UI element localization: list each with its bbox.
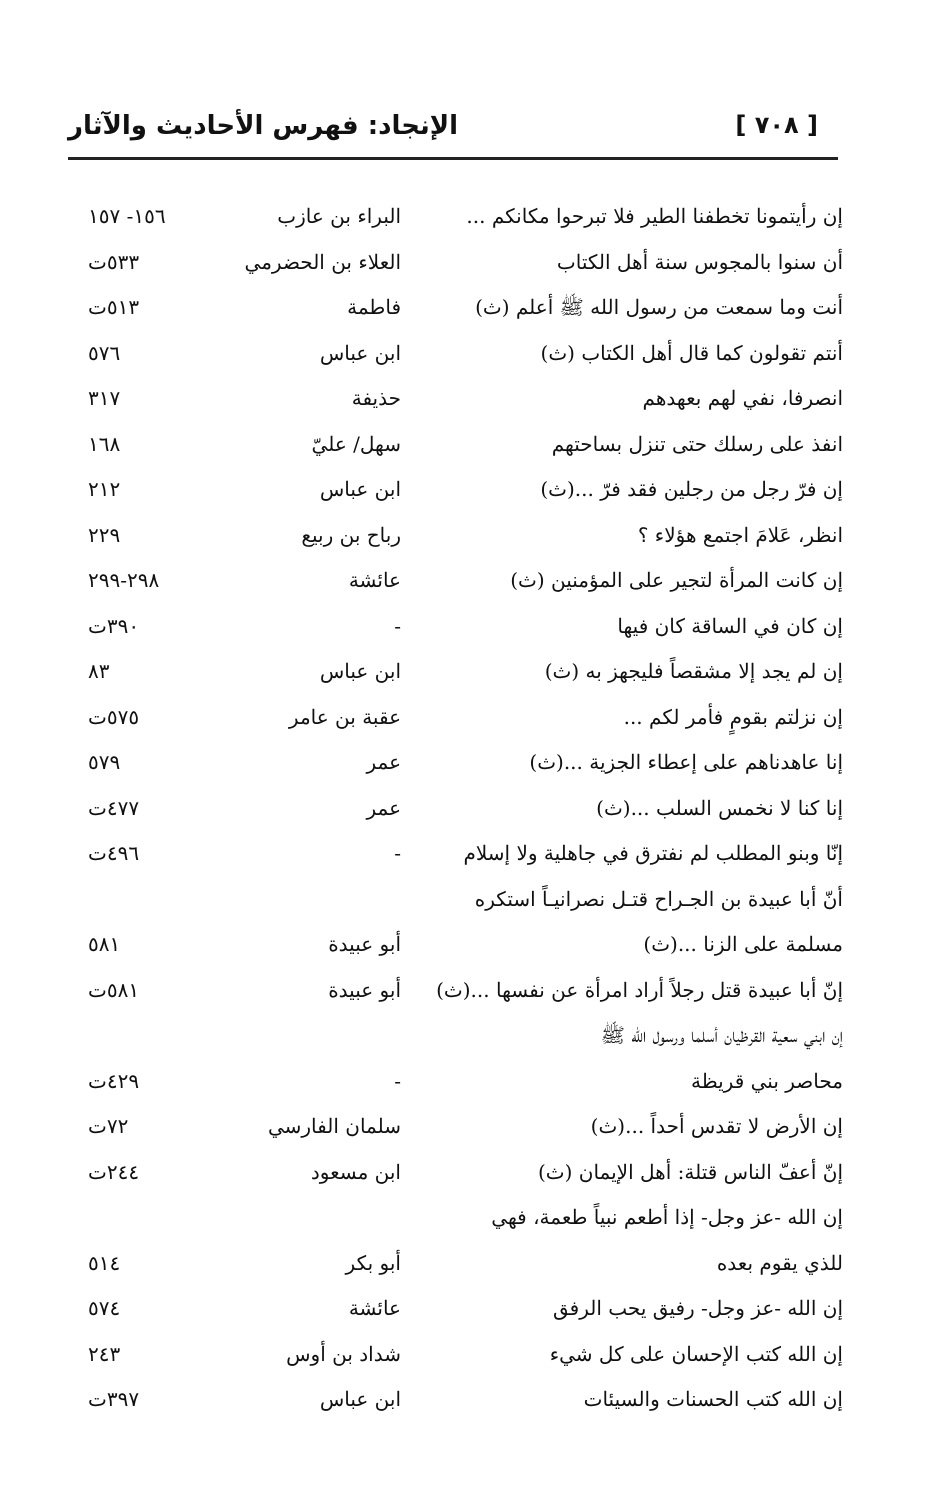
hadith-text: إن الله كتب الإحسان على كل شيء (549, 1341, 843, 1366)
index-row (68, 194, 843, 240)
hadith-text: إن ابني سعية القرظيان أسلما ورسول الله ﷺ (600, 1023, 843, 1047)
index-row (68, 240, 843, 286)
narrator: - (394, 613, 401, 638)
page-ref: ٣٩٧ت (88, 1387, 140, 1411)
page-ref: ١٦٨ (88, 431, 121, 456)
hadith-text: إن فرّ رجل من رجلين فقد فرّ ...(ث) (540, 477, 843, 501)
index-row (68, 831, 843, 877)
index-row (68, 422, 843, 468)
narrator: أبو عبيدة (328, 932, 401, 956)
narrator: أبو عبيدة (328, 977, 401, 1002)
page-ref: ٥٨١ (88, 932, 121, 956)
narrator: عائشة (348, 568, 401, 592)
hadith-text: أنتم تقولون كما قال أهل الكتاب (ث) (540, 340, 843, 365)
hadith-text: انصرفا، نفي لهم بعهدهم (642, 386, 843, 410)
hadith-text: مسلمة على الزنا ...(ث) (643, 932, 843, 956)
page-ref: ٢٩٨-٢٩٩ (88, 568, 160, 592)
hadith-text: إن نزلتم بقومٍ فأمر لكم ... (623, 704, 843, 729)
index-row (68, 877, 843, 923)
hadith-text: إنّ أبا عبيدة قتل رجلاً أراد امرأة عن نفسها ...(ث) (436, 977, 843, 1002)
hadith-text: إن الأرض لا تقدس أحداً ...(ث) (590, 1114, 843, 1138)
narrator: عمر (366, 750, 401, 774)
narrator: شداد بن أوس (286, 1341, 401, 1366)
hadith-text: أنّ أبا عبيدة بن الجـراح قتـل نصرانيـاً استكره (474, 886, 843, 911)
hadith-text: إن كان في الساقة كان فيها (617, 613, 843, 638)
page-ref: ١٥٦- ١٥٧ (88, 204, 166, 228)
index-row (68, 740, 843, 786)
hadith-text: إن لم يجد إلا مشقصاً فليجهز به (ث) (544, 659, 843, 683)
hadith-text: محاصر بني قريظة (690, 1068, 843, 1093)
narrator: فاطمة (347, 295, 401, 319)
narrator: أبو بكر (345, 1250, 401, 1275)
hadith-text: أن سنوا بالمجوس سنة أهل الكتاب (556, 249, 843, 274)
page-ref: ٥٧٤ (88, 1296, 121, 1320)
page-ref: ٣١٧ (88, 386, 121, 410)
hadith-text: إنا كنا لا نخمس السلب ...(ث) (596, 795, 843, 820)
index-row (68, 376, 843, 422)
narrator: سلمان الفارسي (267, 1114, 401, 1138)
page-ref: ٢١٢ (88, 477, 121, 501)
page-ref: ٥٧٥ت (88, 704, 140, 729)
narrator: سهل/ عليّ (311, 431, 401, 456)
page-ref: ٥٨١ت (88, 977, 140, 1002)
hadith-text: إنا عاهدناهم على إعطاء الجزية ...(ث) (529, 750, 843, 774)
page-number: [ ٧٠٨ ] (735, 111, 818, 139)
header-title: الإنجاد: فهرس الأحاديث والآثار (68, 111, 458, 141)
narrator: - (394, 1068, 401, 1093)
page-ref: ٥٧٦ (88, 340, 121, 365)
page-ref: ٢٤٤ت (88, 1159, 140, 1184)
page-ref: ٥١٣ت (88, 295, 140, 319)
index-row (68, 1150, 843, 1196)
page-ref: ٢٢٩ (88, 522, 121, 547)
index-row (68, 695, 843, 741)
index-row (68, 604, 843, 650)
page-ref: ٨٣ (88, 659, 110, 683)
narrator: عائشة (348, 1296, 401, 1320)
index-row (68, 1286, 843, 1332)
index-row (68, 467, 843, 513)
narrator: ابن عباس (319, 659, 401, 683)
index-row (68, 1104, 843, 1150)
index-row (68, 331, 843, 377)
index-row (68, 1332, 843, 1378)
page-ref: ٧٢ت (88, 1114, 129, 1138)
index-row (68, 968, 843, 1014)
narrator: حذيفة (351, 386, 401, 410)
index-row (68, 1241, 843, 1287)
narrator: ابن عباس (319, 1387, 401, 1411)
narrator: ابن عباس (319, 340, 401, 365)
index-row (68, 1059, 843, 1105)
index-row (68, 649, 843, 695)
hadith-text: انفذ على رسلك حتى تنزل بساحتهم (551, 431, 843, 456)
index-row (68, 922, 843, 968)
narrator: العلاء بن الحضرمي (244, 249, 401, 274)
page-ref: ٤٢٩ت (88, 1068, 140, 1093)
hadith-text: إنّا وبنو المطلب لم نفترق في جاهلية ولا إسلام (463, 841, 843, 865)
narrator: عمر (366, 795, 401, 820)
page-ref: ٥٣٣ت (88, 249, 140, 274)
index-row (68, 1377, 843, 1423)
narrator: - (394, 841, 401, 865)
index-row (68, 1195, 843, 1241)
page-ref: ٥٧٩ (88, 750, 121, 774)
page-ref: ٥١٤ (88, 1250, 121, 1275)
hadith-text: إن رأيتمونا تخطفنا الطير فلا تبرحوا مكانكم ... (466, 204, 843, 228)
index-row (68, 1013, 843, 1059)
narrator: ابن عباس (319, 477, 401, 501)
index-row (68, 513, 843, 559)
hadith-text: إن الله كتب الحسنات والسيئات (583, 1387, 843, 1411)
hadith-text: إن كانت المرأة لتجير على المؤمنين (ث) (510, 568, 843, 592)
hadith-text: إن الله -عز وجل- رفيق يحب الرفق (552, 1296, 843, 1320)
index-row (68, 285, 843, 331)
index-list (68, 194, 843, 1423)
hadith-text: إنّ أعفّ الناس قتلة: أهل الإيمان (ث) (537, 1159, 843, 1184)
hadith-text: انظر، عَلامَ اجتمع هؤلاء ؟ (637, 522, 843, 547)
index-row (68, 558, 843, 604)
index-row (68, 786, 843, 832)
hadith-text: إن الله -عز وجل- إذا أطعم نبياً طعمة، فهي (491, 1205, 843, 1229)
narrator: عقبة بن عامر (288, 704, 401, 729)
page-ref: ٤٧٧ت (88, 795, 140, 820)
hadith-text: للذي يقوم بعده (716, 1250, 843, 1275)
page-ref: ٢٤٣ (88, 1341, 121, 1366)
page-ref: ٤٩٦ت (88, 841, 140, 865)
page-header (68, 105, 838, 160)
page-ref: ٣٩٠ت (88, 613, 140, 638)
narrator: رباح بن ربيع (301, 522, 401, 547)
hadith-text: أنت وما سمعت من رسول الله ﷺ أعلم (ث) (475, 295, 843, 319)
narrator: ابن مسعود (310, 1159, 401, 1184)
narrator: البراء بن عازب (277, 204, 401, 228)
